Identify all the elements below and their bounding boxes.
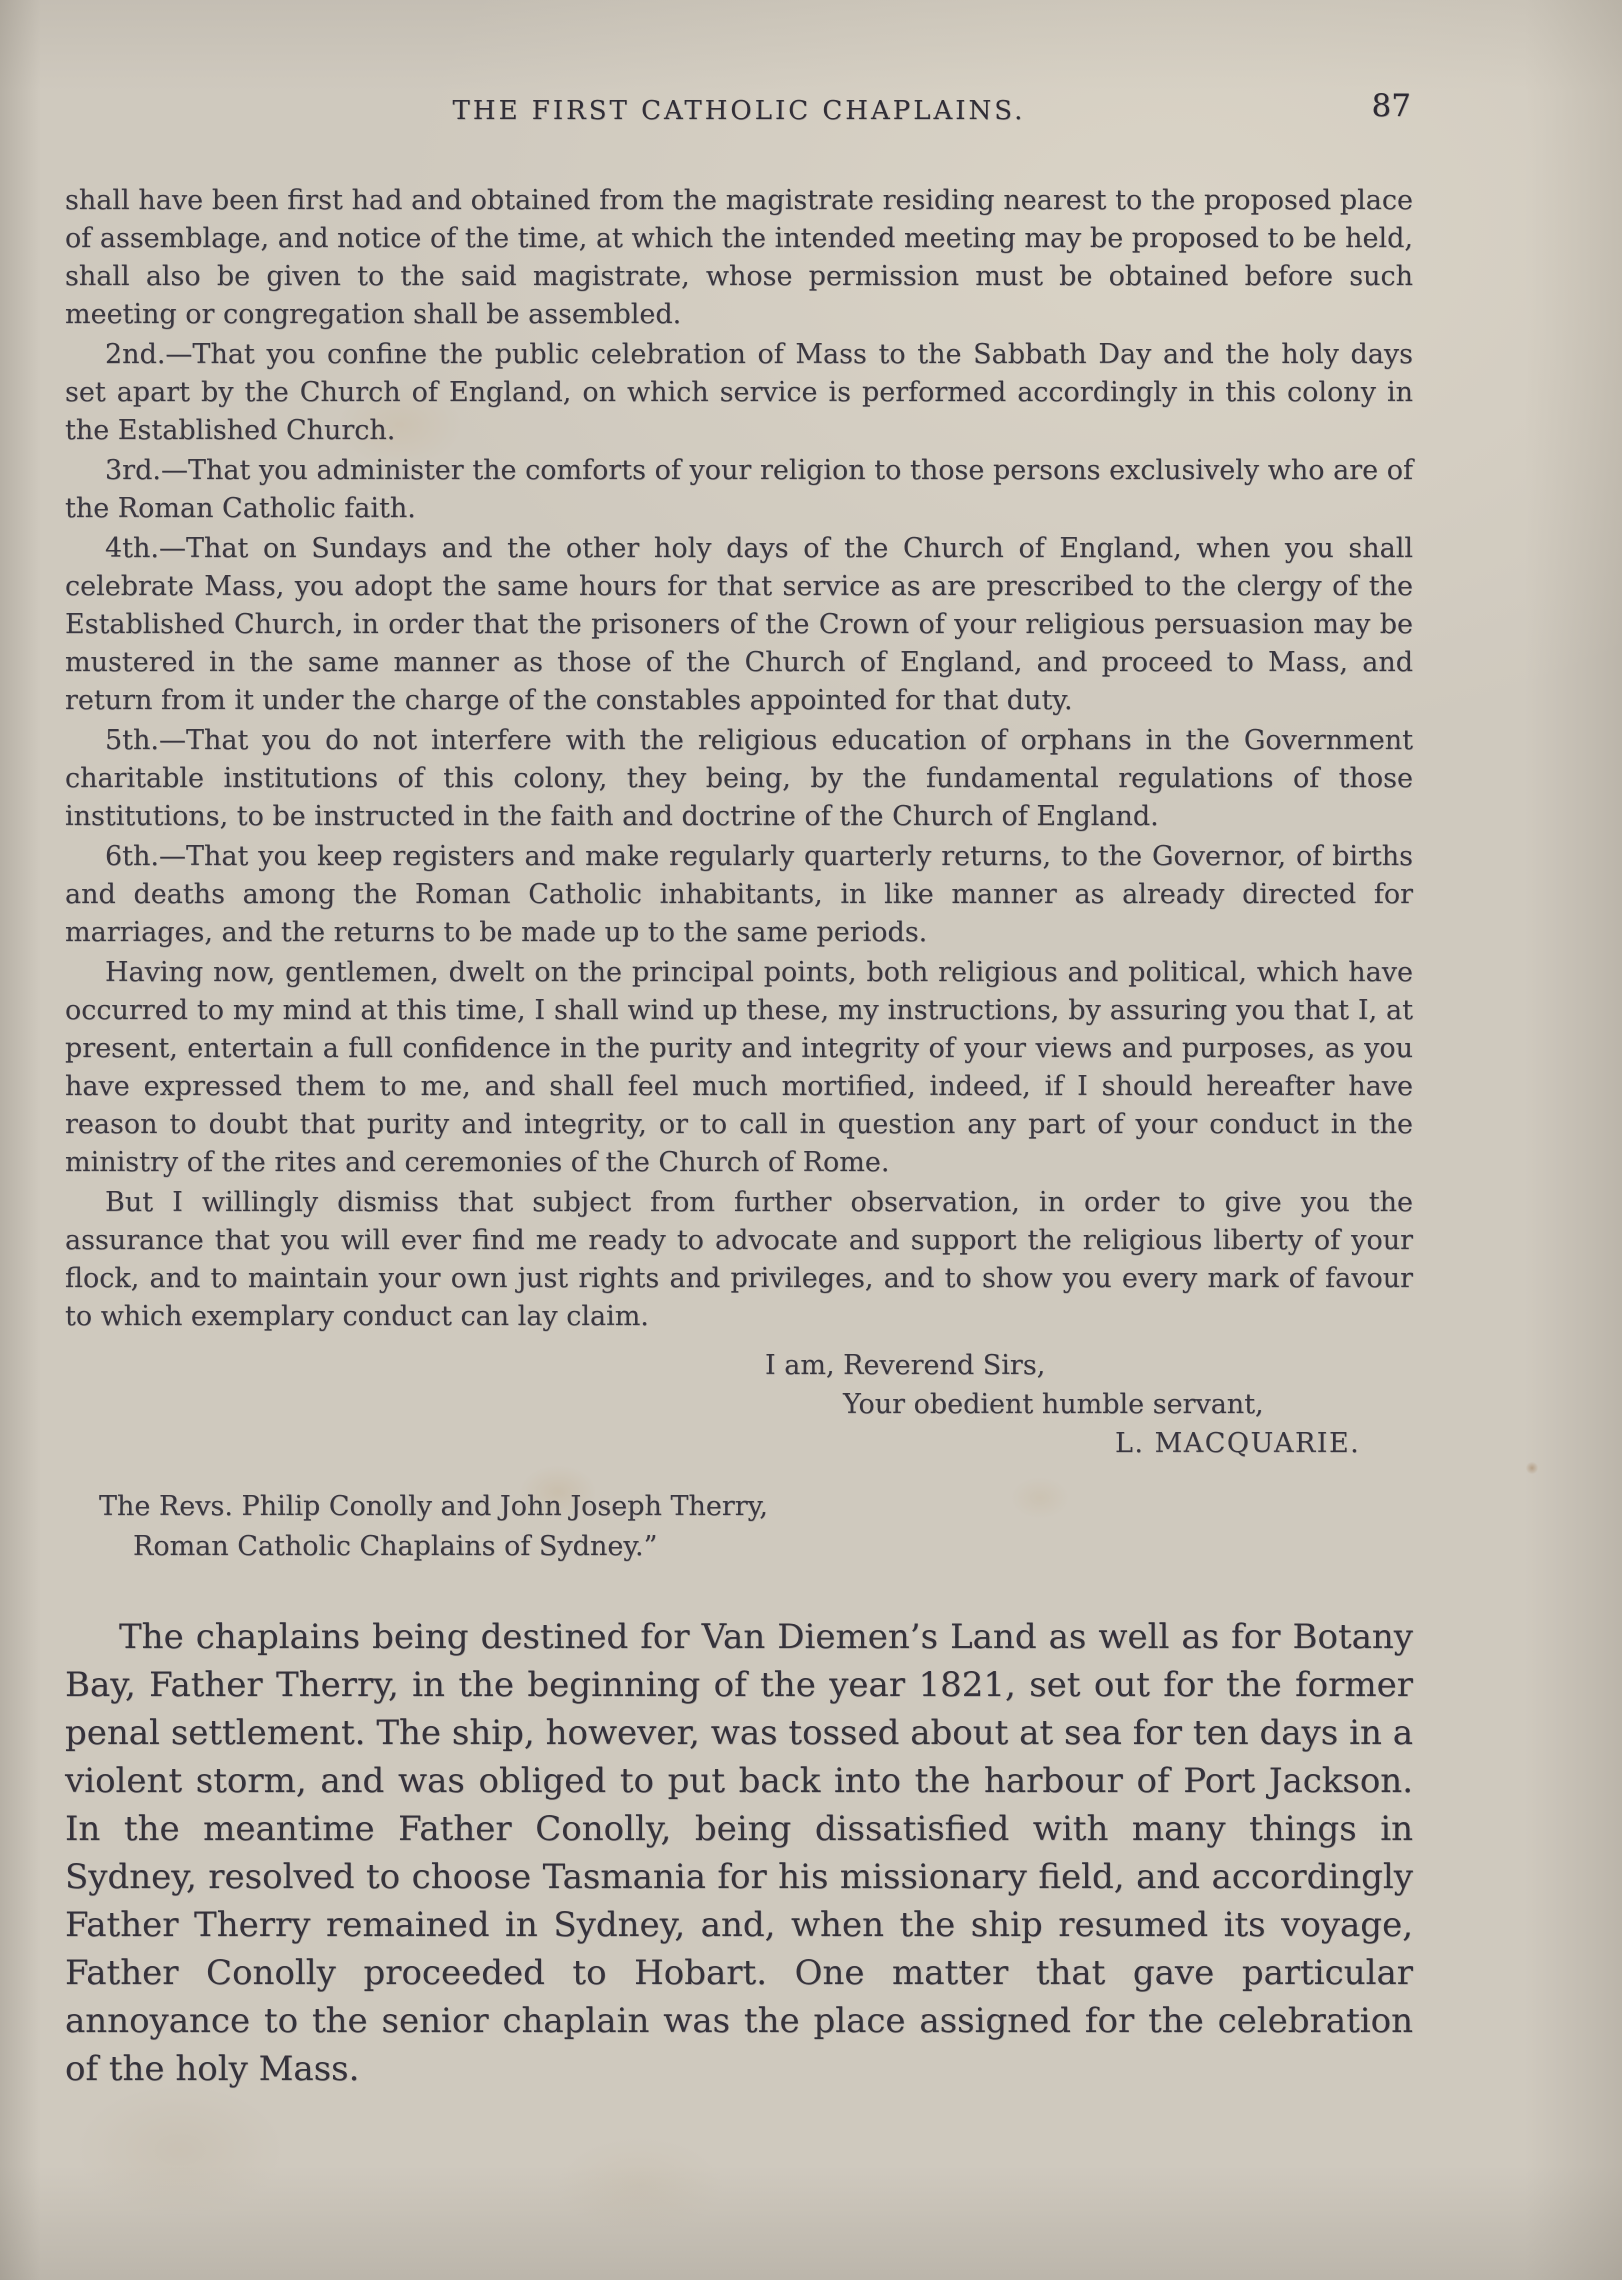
narrative-paragraph: The chaplains being destined for Van Diemen’s Land as well as for Botany Bay, Father Therry, in the beginning of the year 1821, set out for the former penal settlement. The ship, however, was tossed about at sea for ten days in a violent storm, and was obliged to put back into the harbour of Port Jackson. In the meantime Father Conolly, being dissatisfied with many things in Sydney, resolved to choose Tasmania for his missionary field, and accordingly Father Therry remained in Sydney, and, when the ship resumed its voyage, Father Conolly proceeded to Hobart. One matter that gave particular annoyance to the senior chaplain was the place assigned for the celebration of the holy Mass. <box>65 1617 1413 2089</box>
letter-paragraph: 3rd.—That you administer the comforts of your religion to those persons exclusively who are of the Roman Catholic faith. <box>65 455 1413 524</box>
letter-paragraph: 5th.—That you do not interfere with the religious education of orphans in the Government charitable institutions of this colony, they being, by the fundamental regulations of those institutions, to be instructed in the faith and doctrine of the Church of England. <box>65 725 1413 832</box>
narrative-section <box>65 1613 1413 2093</box>
letter-paragraph: Having now, gentlemen, dwelt on the principal points, both religious and political, which have occurred to my mind at this time, I shall wind up these, my instructions, by assuring you that I, at present, entertain a full confidence in the purity and integrity of your views and purposes, as you have expressed them to me, and shall feel much mortified, indeed, if I should hereafter have reason to doubt that purity and integrity, or to call in question any part of your conduct in the ministry of the rites and ceremonies of the Church of Rome. <box>65 957 1413 1178</box>
letter-body <box>65 182 1413 1336</box>
letter-closing-block <box>65 1346 1413 1463</box>
page-number: 87 <box>1371 88 1411 124</box>
addressee-block <box>65 1487 1413 1567</box>
letter-paragraph: 2nd.—That you confine the public celebration of Mass to the Sabbath Day and the holy days set apart by the Church of England, on which service is performed accordingly in this colony in the Established Church. <box>65 339 1413 446</box>
running-header-title: THE FIRST CATHOLIC CHAPLAINS. <box>452 96 1026 126</box>
letter-paragraph: 6th.—That you keep registers and make regularly quarterly returns, to the Governor, of births and deaths among the Roman Catholic inhabitants, in like manner as already directed for marriages, and the returns to be made up to the same periods. <box>65 841 1413 948</box>
signature: L. MACQUARIE. <box>1115 1428 1361 1459</box>
page-content <box>65 0 1413 2093</box>
closing-line-1: I am, Reverend Sirs, <box>765 1350 1046 1381</box>
letter-paragraph: 4th.—That on Sundays and the other holy days of the Church of England, when you shall celebrate Mass, you adopt the same hours for that service as are prescribed to the clergy of the Established Church, in order that the prisoners of the Crown of your religious persuasion may be mustered in the same manner as those of the Church of England, and proceed to Mass, and return from it under the charge of the constables appointed for that duty. <box>65 533 1413 716</box>
addressee-line-1: The Revs. Philip Conolly and John Joseph Therry, <box>99 1491 768 1522</box>
addressee-line-2: Roman Catholic Chaplains of Sydney.” <box>133 1531 658 1562</box>
running-header <box>65 88 1413 136</box>
closing-line-2: Your obedient humble servant, <box>843 1389 1264 1420</box>
letter-paragraph: But I willingly dismiss that subject from further observation, in order to give you the assurance that you will ever find me ready to advocate and support the religious liberty of your flock, and to maintain your own just rights and privileges, and to show you every mark of favour to which exemplary conduct can lay claim. <box>65 1187 1413 1332</box>
letter-paragraph: shall have been first had and obtained from the magistrate residing nearest to the proposed place of assemblage, and notice of the time, at which the intended meeting may be proposed to be held, shall also be given to the said magistrate, whose permission must be obtained before such meeting or congregation shall be assembled. <box>65 185 1413 330</box>
